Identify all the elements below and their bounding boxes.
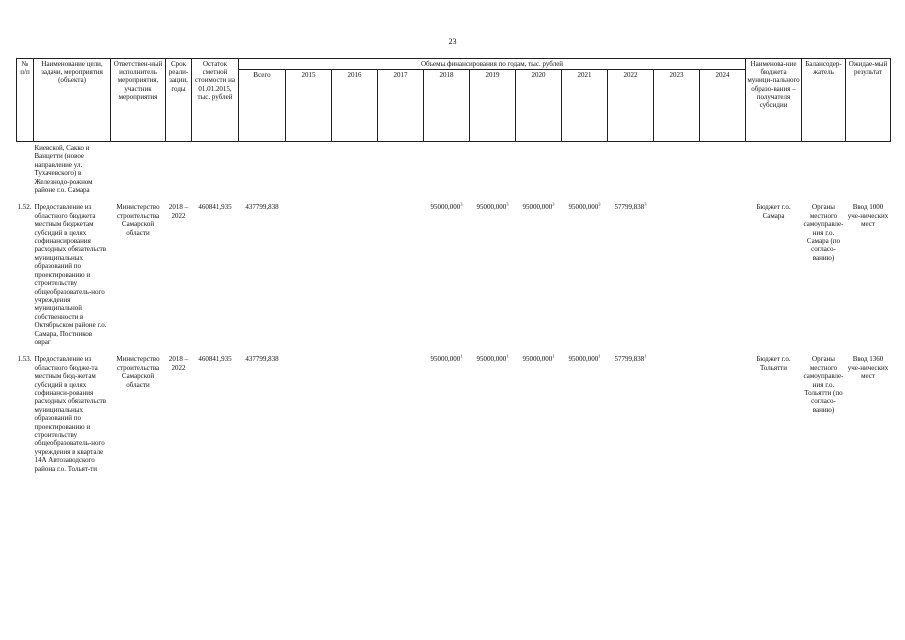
header-year: 2018 (424, 70, 470, 142)
header-total: Всего (239, 70, 286, 142)
table-row-continuation (17, 142, 891, 203)
header-year: 2017 (378, 70, 424, 142)
row-executor: Министерство строительства Самарской области (116, 355, 160, 389)
row-budget: Бюджет г.о. Самара (756, 203, 791, 220)
row-executor: Министерство строительства Самарской области (116, 203, 160, 237)
row-budget: Бюджет г.о. Тольятти (756, 355, 791, 372)
row-value-2019: 95000,000$^3$ (476, 202, 509, 212)
header-holder: Балансодер-жатель (802, 59, 846, 142)
header-year: 2024 (700, 70, 746, 142)
page-number: 23 (448, 37, 457, 46)
header-year: 2022 (608, 70, 654, 142)
header-term: Срок реали-зации, годы (166, 59, 192, 142)
row-holder: Органы местного самоуправле-ния г.о. Тольятти (по согласо-ванию) (803, 355, 844, 414)
row-result: Ввод 1000 уче-нических мест (847, 203, 889, 229)
table-header (17, 59, 891, 142)
header-year: 2020 (516, 70, 562, 142)
row-value-2019: 95000,000$^1$ (476, 354, 509, 364)
table-row (17, 202, 891, 354)
row-value-2021: 95000,000$^3$ (568, 202, 601, 212)
row-value-2018: 95000,000$^1$ (430, 354, 463, 364)
row-name: Предоставление из областного бюджета местным бюджетам субсидий в целях софинансирования расходных обязательств муниципальных образований по проектированию и строительству общеобразователь-ного учреждения муниципальной собственности в Октябрьском районе г.о. Самара, Постников овраг (34, 203, 107, 346)
row-value-2021: 95000,000$^1$ (568, 354, 601, 364)
header-funding: Объемы финансирования по годам, тыс. рублей (239, 59, 746, 70)
row-value-2018: 95000,000$^3$ (430, 202, 463, 212)
table-row (17, 354, 891, 474)
header-name: Наименование цели, задачи, мероприятия (объекта) (34, 59, 111, 142)
continuation-text: Киевской, Сакко и Ванцетти (новое направление ул. Тухачевского) в Железнодо-рожном районе г.о. Самара (34, 144, 93, 195)
row-total: 437799,838 (245, 355, 279, 364)
row-holder: Органы местного самоуправле-ния г.о. Самара (по согласо-ванию) (803, 203, 844, 262)
row-num: 1.53. (17, 355, 32, 364)
header-result: Ожидае-мый результат (846, 59, 891, 142)
row-total: 437799,838 (245, 203, 279, 212)
row-term: 2018 – 2022 (168, 203, 189, 220)
row-term: 2018 – 2022 (168, 355, 189, 372)
header-balance: Остаток сметной стоимости на 01.01.2015, тыс. рублей (192, 59, 239, 142)
header-year: 2015 (286, 70, 332, 142)
row-name: Предоставление из областного бюдже-та местным бюд-жетам субсидий в целях софинанси-рования расходных обязательств муниципальных образований по проектированию и строительству общеобразователь-ного учреждения в квартале 14А Автозаводского района г.о. Тольят-ти (34, 355, 107, 473)
row-balance: 460841,935 (198, 355, 232, 364)
header-year: 2016 (332, 70, 378, 142)
funding-table (16, 58, 891, 474)
row-value-2020: 95000,000$^3$ (522, 202, 555, 212)
header-num: № п/п (17, 59, 34, 142)
row-balance: 460841,935 (198, 203, 232, 212)
row-value-2020: 95000,000$^1$ (522, 354, 555, 364)
header-year: 2019 (470, 70, 516, 142)
header-executor: Ответствен-ный исполнитель мероприятия, участник мероприятия (111, 59, 166, 142)
header-year: 2021 (562, 70, 608, 142)
header-budget-name: Наименова-ние бюджета муници-пального образо-вания – получателя субсидии (746, 59, 802, 142)
header-year: 2023 (654, 70, 700, 142)
row-num: 1.52. (17, 203, 32, 212)
row-result: Ввод 1360 уче-нических мест (847, 355, 889, 381)
row-value-2022: 57799,838$^1$ (614, 354, 647, 364)
row-value-2022: 57799,838$^3$ (614, 202, 647, 212)
